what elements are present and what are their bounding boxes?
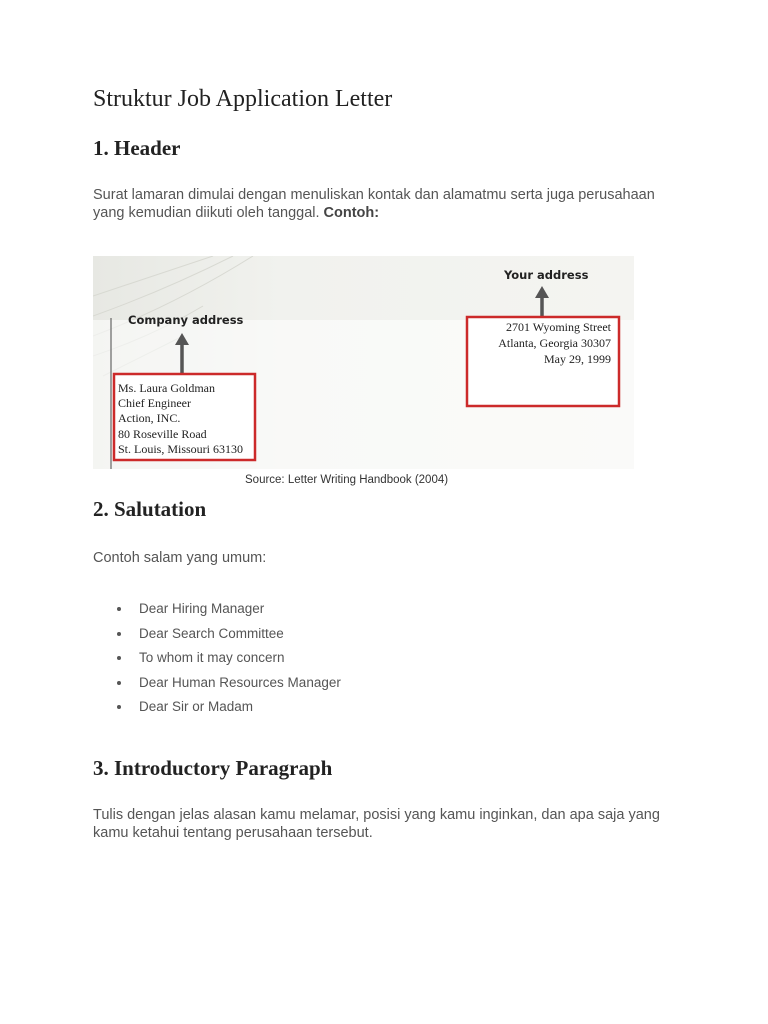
recipient-address-line: St. Louis, Missouri 63130	[118, 442, 244, 456]
salutation-paragraph: Contoh salam yang umum:	[93, 550, 267, 566]
sender-address-line: 2701 Wyoming Street	[505, 320, 611, 334]
bullet-icon	[117, 705, 121, 709]
page-title: Struktur Job Application Letter	[93, 86, 393, 112]
sender-address-line: May 29, 1999	[544, 352, 611, 366]
list-item-text: To whom it may concern	[139, 650, 285, 666]
list-item-text: Dear Hiring Manager	[139, 601, 265, 616]
list-item	[93, 698, 341, 723]
salutation-list	[93, 600, 341, 723]
your-address-label: Your address	[504, 268, 589, 282]
header-paragraph	[93, 186, 673, 222]
list-item-text: Dear Sir or Madam	[139, 699, 254, 715]
list-item	[93, 600, 341, 625]
bullet-icon	[117, 632, 121, 636]
list-item	[93, 649, 341, 674]
list-item-text: Dear Search Committee	[139, 625, 284, 641]
header-paragraph-bold: Contoh:	[323, 205, 380, 221]
recipient-address-line: 80 Roseville Road	[118, 427, 207, 441]
header-paragraph-text: Surat lamaran dimulai dengan menuliskan kontak dan alamatmu serta juga perusahaan yang kemudian diikuti oleh tanggal.	[93, 187, 655, 221]
bullet-icon	[117, 607, 121, 611]
sender-address-line: Atlanta, Georgia 30307	[498, 336, 611, 350]
bullet-icon	[117, 656, 121, 660]
section-heading-introductory: 3. Introductory Paragraph	[93, 756, 333, 780]
list-item	[93, 625, 341, 650]
recipient-address-line: Chief Engineer	[118, 396, 191, 410]
introductory-paragraph: Tulis dengan jelas alasan kamu melamar, posisi yang kamu inginkan, dan apa saja yang kamu ketahui tentang perusahaan tersebut.	[93, 807, 660, 841]
list-item	[93, 674, 341, 699]
section-heading-salutation: 2. Salutation	[93, 497, 207, 521]
recipient-address-line: Ms. Laura Goldman	[118, 381, 215, 395]
figure-caption: Source: Letter Writing Handbook (2004)	[245, 474, 449, 486]
list-item-text: Dear Human Resources Manager	[139, 674, 341, 690]
letter-header-figure	[93, 256, 634, 469]
company-address-label: Company address	[128, 313, 244, 327]
bullet-icon	[117, 681, 121, 685]
recipient-address-line: Action, INC.	[118, 411, 181, 425]
section-heading-header: 1. Header	[93, 136, 181, 160]
